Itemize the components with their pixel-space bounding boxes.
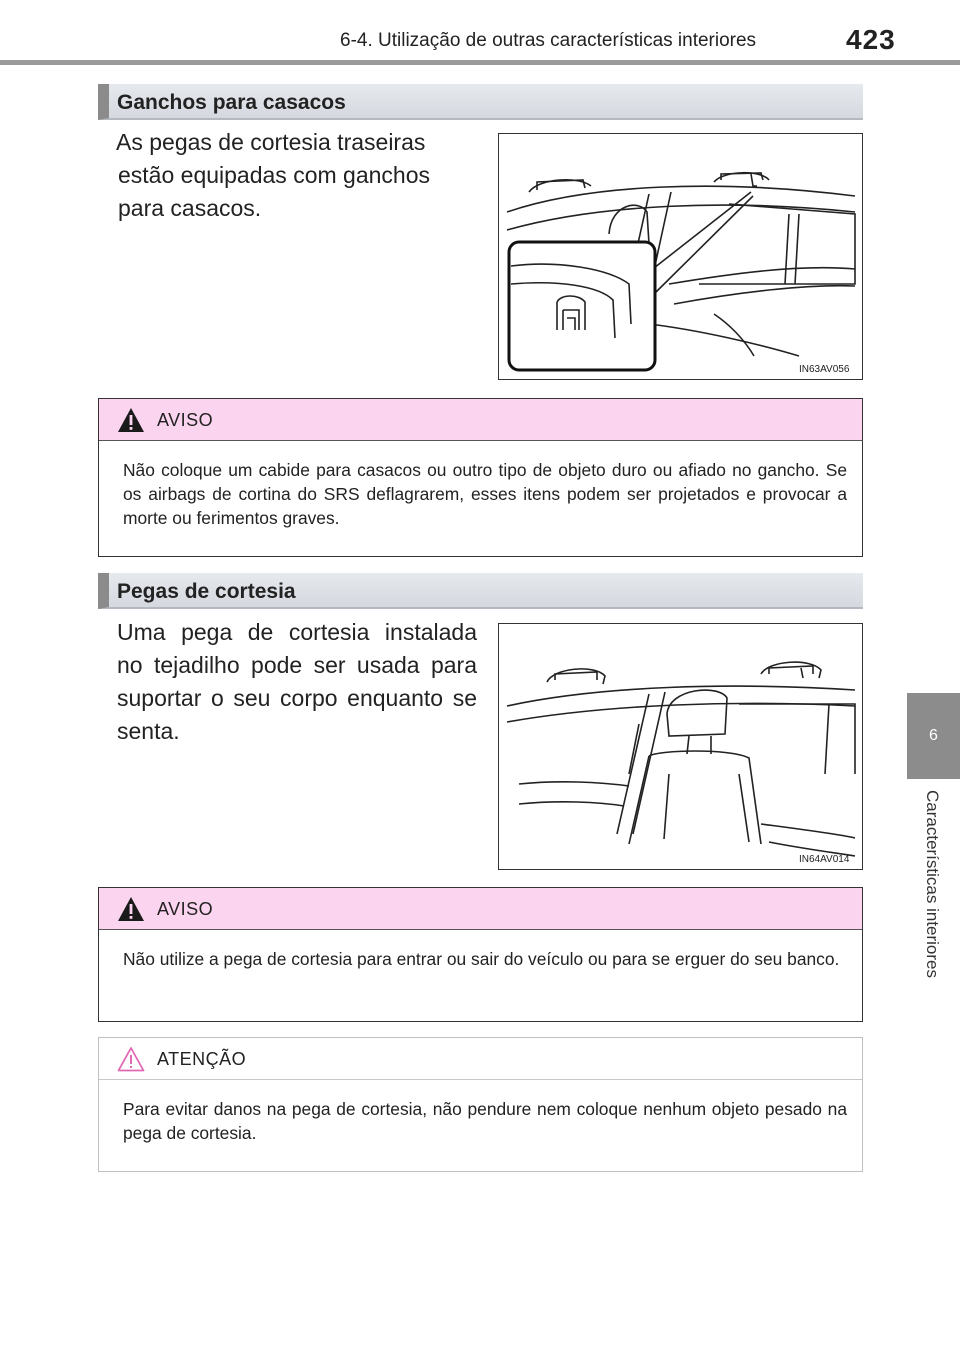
assist-grip-drawing xyxy=(499,624,861,868)
warning-text: Não coloque um cabide para casacos ou outro tipo de objeto duro ou afiado no gancho. Se os airbags de cortina do SRS deflagrarem, esses itens podem ser projetados e provocar a morte ou ferimentos graves. xyxy=(123,460,847,528)
text-line: suportar o seu corpo enquanto se xyxy=(117,685,477,711)
chapter-label xyxy=(919,790,947,1020)
warning-icon xyxy=(117,896,145,922)
coat-hook-drawing xyxy=(499,134,861,378)
chapter-label-text: Características interiores xyxy=(923,790,942,979)
caution-icon xyxy=(117,1046,145,1072)
warning-box xyxy=(98,887,863,1022)
text-line: no tejadilho pode ser usada para xyxy=(117,652,477,678)
caution-header xyxy=(99,1038,862,1080)
warning-header xyxy=(99,399,862,441)
page-number: 423 xyxy=(846,24,896,55)
header-rule xyxy=(0,60,960,65)
warning-text: Não utilize a pega de cortesia para entrar ou sair do veículo ou para se erguer do seu banco. xyxy=(123,949,840,969)
caution-text: Para evitar danos na pega de cortesia, não pendure nem coloque nenhum objeto pesado na pega de cortesia. xyxy=(123,1099,847,1143)
text-line: para casacos. xyxy=(118,195,262,221)
section-heading-coat-hooks xyxy=(98,84,863,120)
caution-label: ATENÇÃO xyxy=(157,1049,247,1069)
chapter-number: 6 xyxy=(929,727,938,744)
section-title: Ganchos para casacos xyxy=(117,91,346,114)
warning-label: AVISO xyxy=(157,899,214,919)
text-line: Uma pega de cortesia instalada xyxy=(117,619,477,645)
text-line: senta. xyxy=(117,718,180,744)
warning-label: AVISO xyxy=(157,410,214,430)
section-title: Pegas de cortesia xyxy=(117,580,296,603)
warning-header xyxy=(99,888,862,930)
figure-code: IN64AV014 xyxy=(799,854,850,865)
text-line: As pegas de cortesia traseiras xyxy=(116,129,426,155)
coat-hooks-description xyxy=(116,126,466,225)
figure-code: IN63AV056 xyxy=(799,364,850,375)
warning-box xyxy=(98,398,863,557)
text-line: estão equipadas com ganchos xyxy=(118,162,430,188)
assist-grip-illustration xyxy=(498,623,863,870)
caution-box xyxy=(98,1037,863,1172)
page-header-title: 6-4. Utilização de outras características interiores xyxy=(340,30,757,51)
coat-hook-illustration xyxy=(498,133,863,380)
warning-icon xyxy=(117,407,145,433)
assist-grips-description xyxy=(117,616,477,748)
chapter-tab xyxy=(907,693,960,779)
section-heading-assist-grips xyxy=(98,573,863,609)
